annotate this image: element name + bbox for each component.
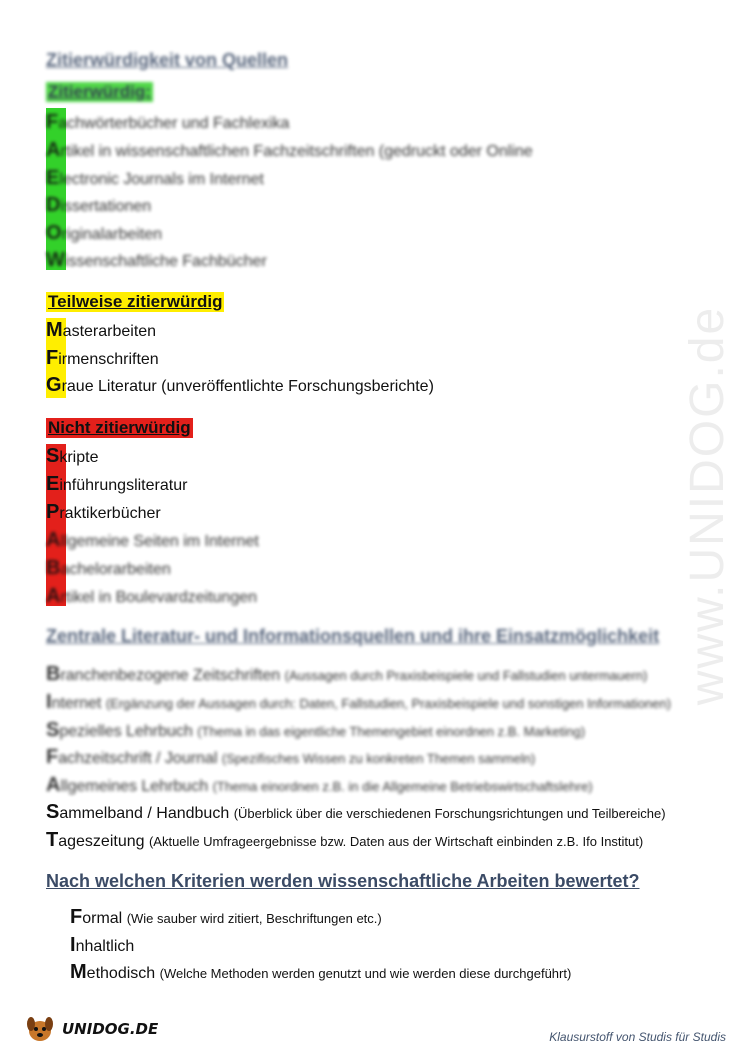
heading-not-cited: Nicht zitierwürdig <box>48 418 191 437</box>
list-item: Inhaltlich <box>70 934 135 956</box>
watermark-text: www.UNIDOG.de <box>681 305 735 705</box>
list-item: Graue Literatur (unveröffentlichte Forschungsberichte) <box>46 374 434 396</box>
list-item: Artikel in Boulevardzeitungen <box>46 585 258 607</box>
section-title-criteria: Nach welchen Kriterien werden wissenschaftliche Arbeiten bewertet? <box>46 871 640 891</box>
footer-tagline: Klausurstoff von Studis für Studis <box>549 1030 726 1044</box>
list-item: Fachwörterbücher und Fachlexika <box>46 111 290 133</box>
list-item: Internet (Ergänzung der Aussagen durch: Daten, Fallstudien, Praxisbeispiele und sonstigen Informationen) <box>46 691 671 713</box>
list-item: Allgemeines Lehrbuch (Thema einordnen z.B. in die Allgemeine Betriebswirtschaftslehre) <box>46 774 593 796</box>
list-item: Einführungsliteratur <box>46 473 188 495</box>
list-item: Bachelorarbeiten <box>46 557 171 579</box>
logo-text: UNIDOG.DE <box>62 1020 159 1038</box>
list-item: Methodisch (Welche Methoden werden genutzt und wie werden diese durchgeführt) <box>70 961 572 983</box>
section-title-sources: Zentrale Literatur- und Informationsquellen und ihre Einsatzmöglichkeit <box>46 626 660 646</box>
unidog-logo[interactable] <box>22 1014 158 1044</box>
list-item: Praktikerbücher <box>46 501 161 523</box>
list-item: Tageszeitung (Aktuelle Umfrageergebnisse bzw. Daten aus der Wirtschaft einbinden z.B. Ifo Institut) <box>46 829 644 851</box>
list-item: Spezielles Lehrbuch (Thema in das eigentliche Themengebiet einordnen z.B. Marketing) <box>46 719 586 741</box>
list-item: Fachzeitschrift / Journal (Spezifisches Wissen zu konkreten Themen sammeln) <box>46 746 536 768</box>
list-item: Masterarbeiten <box>46 319 157 341</box>
dog-icon <box>22 1014 58 1044</box>
list-item: Wissenschaftliche Fachbücher <box>46 249 267 271</box>
list-item: Formal (Wie sauber wird zitiert, Beschriftungen etc.) <box>70 906 382 928</box>
list-item: Sammelband / Handbuch (Überblick über die verschiedenen Forschungsrichtungen und Teilbereiche) <box>46 801 666 823</box>
section-title-citability: Zitierwürdigkeit von Quellen <box>46 50 289 70</box>
list-item: Firmenschriften <box>46 347 159 369</box>
list-item: Allgemeine Seiten im Internet <box>46 529 259 551</box>
list-item: Originalarbeiten <box>46 222 163 244</box>
watermark <box>681 280 735 730</box>
list-item: Skripte <box>46 445 99 467</box>
list-item: Dissertationen <box>46 194 152 216</box>
list-item: Branchenbezogene Zeitschriften (Aussagen durch Praxisbeispiele und Fallstudien untermauern) <box>46 663 648 685</box>
list-item: Artikel in wissenschaftlichen Fachzeitschriften (gedruckt oder Online <box>46 139 533 161</box>
list-item: Electronic Journals im Internet <box>46 167 264 189</box>
heading-partial: Teilweise zitierwürdig <box>48 292 223 311</box>
heading-cited: Zitierwürdig: <box>48 82 151 101</box>
